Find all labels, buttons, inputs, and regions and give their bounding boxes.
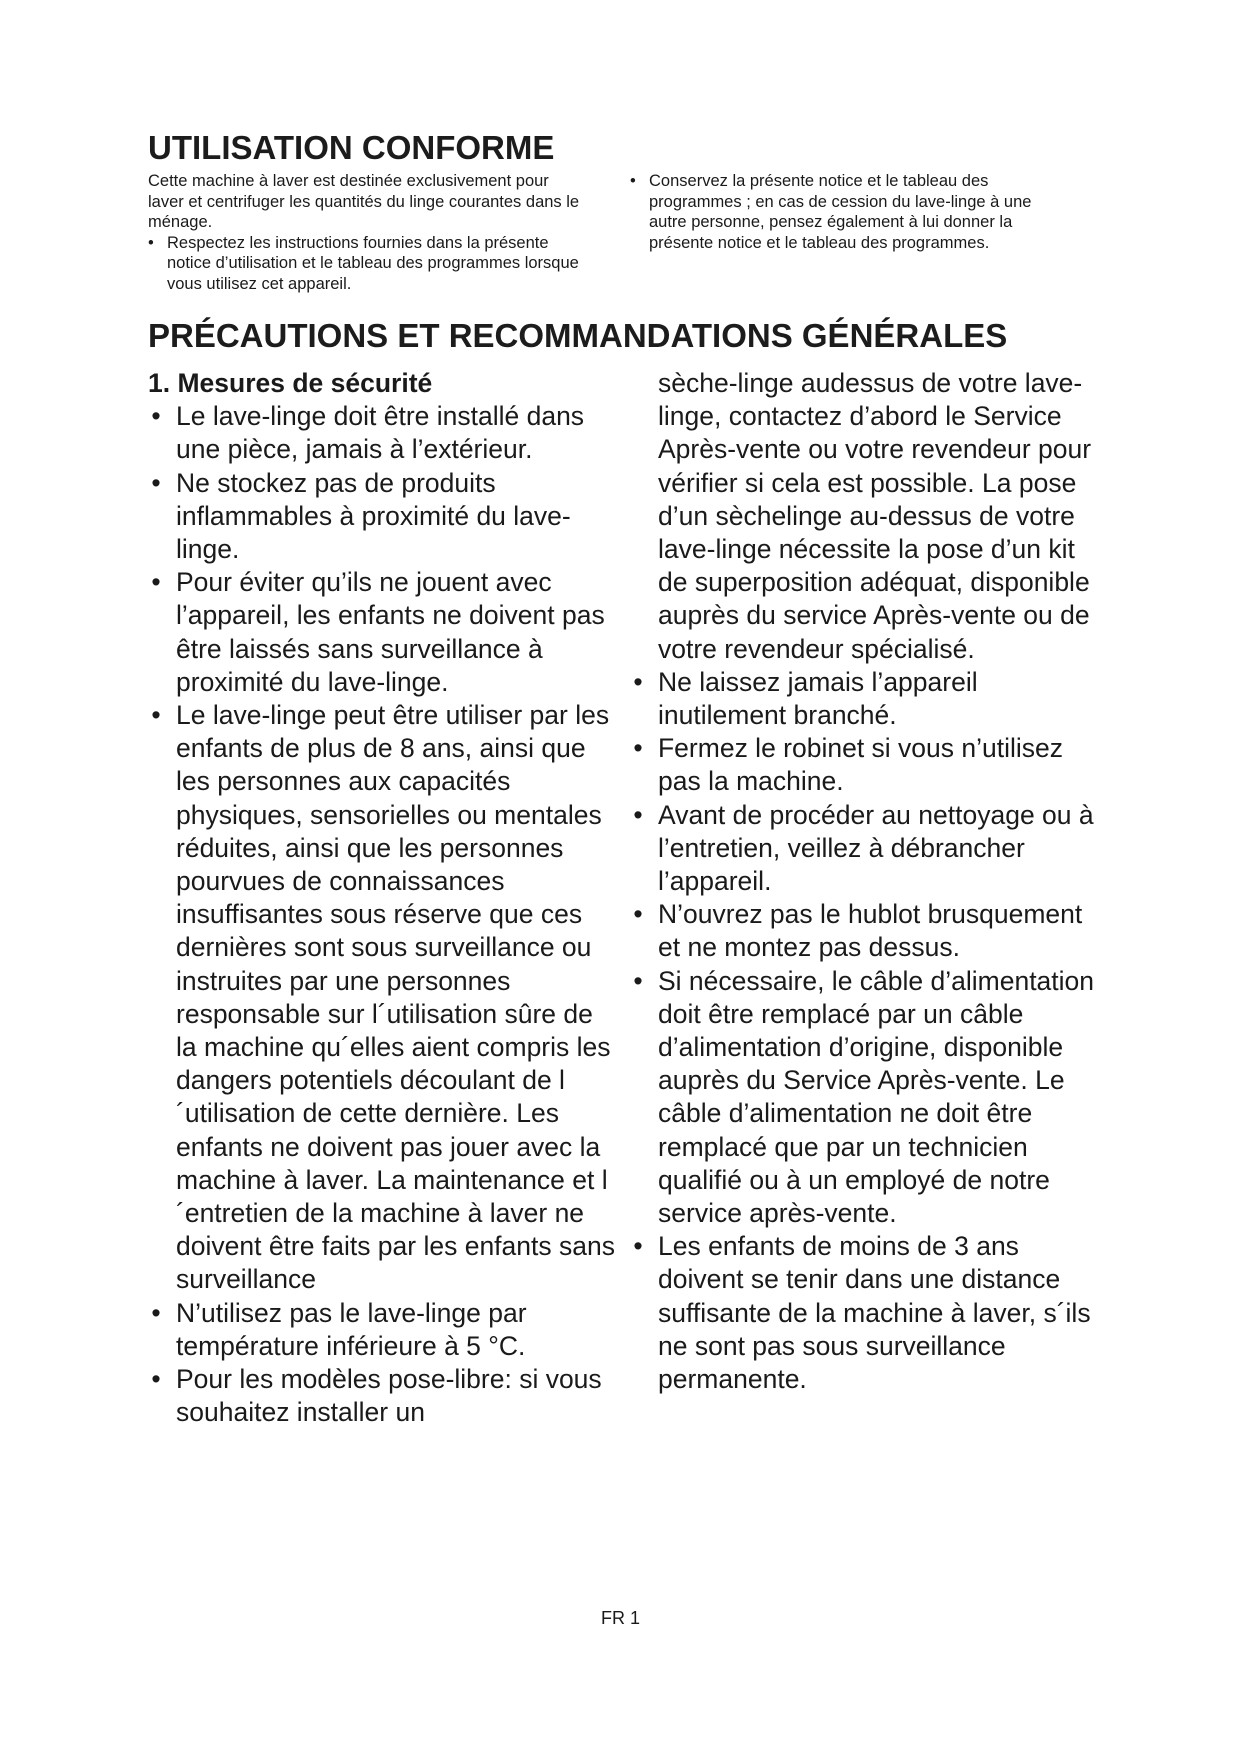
safety-list-left [148,400,618,1429]
bullet-icon: • [151,467,161,498]
utilisation-right-column [630,171,1070,253]
list-item: • Si nécessaire, le câble d’alimentation doit être remplacé par un câble d’alimentation d’origine, disponible auprès du Service Après-vente. Le câble d’alimentation ne doit être remplacé que par un technicien qualifié ou à un employé de notre service après-vente. [630,965,1100,1231]
list-item: • N’utilisez pas le lave-linge par température inférieure à 5 °C. [148,1297,618,1363]
section-title-precautions: PRÉCAUTIONS ET RECOMMANDATIONS GÉNÉRALES [148,317,1008,354]
list-item: • Ne stockez pas de produits inflammables à proximité du lave-linge. [148,467,618,567]
page-number: FR 1 [600,1608,640,1628]
list-item-continuation: sèche-linge audessus de votre lave-linge, contactez d’abord le Service Après-vente ou votre revendeur pour vérifier si cela est possible. La pose d’un sèchelinge au-dessus de votre lave-linge nécessite la pose d’un kit de superposition adéquat, disponible auprès du service Après-vente ou de votre revendeur spécialisé. [658,368,1092,664]
list-item: • Pour les modèles pose-libre: si vous souhaitez installer un [148,1363,618,1429]
bullet-icon: • [151,700,161,731]
bullet-icon: • [633,666,643,697]
utilisation-intro: Cette machine à laver est destinée exclusivement pour laver et centrifuger les quantités du linge courantes dans le ménage. [148,172,580,231]
subheading-safety-measures: 1. Mesures de sécurité [148,368,433,398]
precautions-left-column [148,367,618,1430]
list-item: • Avant de procéder au nettoyage ou à l’entretien, veillez à débrancher l’appareil. [630,799,1100,899]
bullet-icon: • [633,799,643,830]
precautions-right-column [630,367,1100,1396]
bullet-icon: • [148,233,154,252]
bullet-icon: • [633,965,643,996]
bullet-icon: • [151,401,161,432]
utilisation-bullet-right-text: Conservez la présente notice et le tableau des programmes ; en cas de cession du lave-linge à une autre personne, pensez également à lui donner la présente notice et le tableau des programmes. [649,172,1032,252]
list-item: • Les enfants de moins de 3 ans doivent se tenir dans une distance suffisante de la machine à laver, s´ils ne sont pas sous surveillance permanente. [630,1230,1100,1396]
list-item: • Fermez le robinet si vous n’utilisez pas la machine. [630,732,1100,798]
bullet-icon: • [151,1364,161,1395]
bullet-icon: • [633,1231,643,1262]
utilisation-bullet-left [148,233,588,295]
bullet-icon: • [633,733,643,764]
utilisation-left-column [148,171,588,294]
list-item: • Le lave-linge doit être installé dans une pièce, jamais à l’extérieur. [148,400,618,466]
bullet-icon: • [151,567,161,598]
bullet-icon: • [633,899,643,930]
safety-list-right [630,666,1100,1396]
list-item: • Pour éviter qu’ils ne jouent avec l’appareil, les enfants ne doivent pas être laissés sans surveillance à proximité du lave-linge. [148,566,618,699]
section-title-utilisation: UTILISATION CONFORME [148,129,555,166]
list-item: • N’ouvrez pas le hublot brusquement et ne montez pas dessus. [630,898,1100,964]
bullet-icon: • [151,1297,161,1328]
bullet-icon: • [630,172,636,190]
list-item: • Le lave-linge peut être utiliser par les enfants de plus de 8 ans, ainsi que les personnes aux capacités physiques, sensorielles ou mentales réduites, ainsi que les personnes pourvues de connaissances insuffisantes sous réserve que ces dernières sont sous surveillance ou instruites par une personnes responsable sur l´utilisation sûre de la machine qu´elles aient compris les dangers potentiels découlant de l´utilisation de cette dernière. Les enfants ne doivent pas jouer avec la machine à laver. La maintenance et l´entretien de la machine à laver ne doivent être faits par les enfants sans surveillance [148,699,618,1297]
list-item: • Ne laissez jamais l’appareil inutilement branché. [630,666,1100,732]
utilisation-bullet-left-text: Respectez les instructions fournies dans la présente notice d’utilisation et le tableau des programmes lorsque vous utilisez cet appareil. [167,233,579,293]
utilisation-bullet-right [630,171,1070,253]
